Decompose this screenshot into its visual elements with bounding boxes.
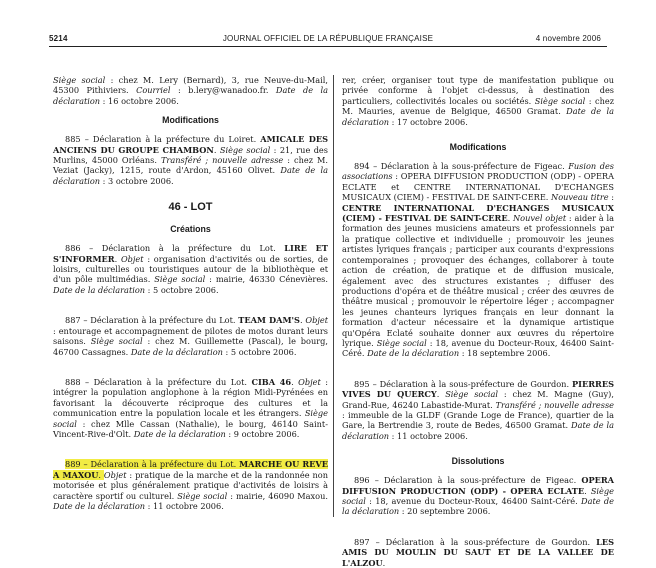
modifications-heading: Modifications	[162, 115, 219, 126]
entry-893-continuation: rer, créer, organiser tout type de manifestation publique ou privée conforme à l'objet ci-dessus, à destination des particuliers, collectivités locales ou sociétés. Siège social : chez M. Mauries, avenue de Belgique, 46500 Gramat. Date de la déclaration : 17 octobre 2006.	[342, 75, 615, 127]
entry-886-name: LIRE ET S'INFORMER	[53, 243, 328, 264]
header-rule	[49, 46, 607, 47]
left-column	[53, 75, 328, 511]
entry-889-name: MARCHE OU REVE A MAXOU	[53, 459, 328, 480]
entry-884-continuation: Siège social : chez M. Lery (Bernard), 3, rue Neuve-du-Mail, 45300 Pithiviers. Courriel : b.lery@wanadoo.fr. Date de la déclaration : 16 octobre 2006.	[53, 75, 328, 106]
column-divider	[333, 75, 334, 517]
entry-889: 889 – Déclaration à la préfecture du Lot. MARCHE OU REVE A MAXOU. Objet : pratique de la marche et de la randonnée non motorisée et plus généralement pratique d'activités de loisirs à caractère sportif ou culturel. Siège social : mairie, 46090 Maxou. Date de la déclaration : 11 octobre 2006.	[53, 459, 328, 511]
entry-887: 887 – Déclaration à la préfecture du Lot. TEAM DAM'S. Objet : entourage et accompagnement de pilotes de motos durant leurs saisons. Siège social : chez M. Guillemette (Pascal), le bourg, 46700 Cassagnes. Date de la déclaration : 5 octobre 2006.	[53, 315, 328, 357]
entry-897: 897 – Déclaration à la sous-préfecture de Gourdon. LES AMIS DU MOULIN DU SAUT ET DE LA VALLEE DE L'ALZOU.	[342, 536, 614, 568]
creations-heading: Créations	[170, 224, 211, 235]
entry-894-name: CENTRE INTERNATIONAL D'ECHANGES MUSICAUX (CIEM) - FESTIVAL DE SAINT-CERE	[342, 202, 614, 224]
entry-896-name: OPERA DIFFUSION PRODUCTION (ODP) - OPERA ECLATE	[342, 475, 614, 496]
entry-888: 888 – Déclaration à la préfecture du Lot. CIBA 46. Objet : intégrer la population anglophone à la région Midi-Pyrénées en favorisant la découverte réciproque des cultures et la communication entre la population locale et les étrangers. Siège social : chez Mlle Cassan (Nathalie), le bourg, 46140 Saint-Vincent-Rive-d'Olt. Date de la déclaration : 9 octobre 2006.	[53, 376, 328, 439]
entry-897-name: LES AMIS DU MOULIN DU SAUT ET DE LA VALLEE DE L'ALZOU	[342, 536, 614, 568]
right-column	[342, 75, 614, 568]
dissolutions-heading: Dissolutions	[451, 456, 505, 467]
issue-date: 4 novembre 2006	[535, 34, 601, 43]
entry-885: 885 – Déclaration à la préfecture du Loiret. AMICALE DES ANCIENS DU GROUPE CHAMBON. Siège social : 21, rue des Murlins, 45000 Orléans. Transféré ; nouvelle adresse : chez M. Veziat (Jacky), 1215, route d'Ardon, 45160 Olivet. Date de la déclaration : 3 octobre 2006.	[53, 134, 328, 186]
entry-887-name: TEAM DAM'S	[238, 315, 300, 326]
entry-896: 896 – Déclaration à la sous-préfecture de Figeac. OPERA DIFFUSION PRODUCTION (ODP) - OPERA ECLATE. Siège social : 18, avenue du Docteur-Roux, 46400 Saint-Céré. Date de la déclaration : 20 septembre 2006.	[342, 475, 614, 517]
entry-895: 895 – Déclaration à la sous-préfecture de Gourdon. PIERRES VIVES DU QUERCY. Siège social : chez M. Magne (Guy), Grand-Rue, 46240 Labastide-Murat. Transféré ; nouvelle adresse : immeuble de la GLDF (Grande Loge de France), quartier de la Gare, la Bertrendie 3, route de Bedes, 46500 Gramat. Date de la déclaration : 11 octobre 2006.	[342, 378, 615, 441]
journal-title: JOURNAL OFFICIEL DE LA RÉPUBLIQUE FRANÇAISE	[222, 34, 434, 43]
entry-888-name: CIBA 46	[251, 376, 292, 387]
entry-895-name: PIERRES VIVES DU QUERCY	[342, 378, 614, 400]
entry-894: 894 – Déclaration à la sous-préfecture de Figeac. Fusion des associations : OPERA DIFFUSION PRODUCTION (ODP) - OPERA ECLATE et CENTRE INTERNATIONAL D'ECHANGES MUSICAUX (CIEM) - FESTIVAL DE SAINT-CERE. Nouveau titre : CENTRE INTERNATIONAL D'ECHANGES MUSICAUX (CIEM) - FESTIVAL DE SAINT-CERE. Nouvel objet : aider à la formation des jeunes musiciens amateurs et professionnels par la pratique collective et individuelle ; promouvoir les jeunes artistes lyriques français ; participer aux courants d'expressions contemporaines ; provoquer des échanges, collaborer à toute action de création, de pratique et de diffusion musicale, également avec des structures existantes ; diffuser des productions d'opéra et de théâtre musical ; créer des œuvres de théâtre musical ; promouvoir le répertoire léger ; accompagner les jeunes chanteurs lyriques français en leur donnant la formation d'acteur nécessaire et la dynamique artistique qu'Opéra Eclaté souhaite donner aux œuvres du répertoire lyrique. Siège social : 18, avenue du Docteur-Roux, 46400 Saint-Céré. Date de la déclaration : 18 septembre 2006.	[342, 161, 615, 359]
department-heading: 46 - LOT	[168, 201, 213, 214]
modifications-heading-right: Modifications	[449, 142, 507, 153]
page-header	[0, 28, 656, 42]
entry-886: 886 – Déclaration à la préfecture du Lot. LIRE ET S'INFORMER. Objet : organisation d'activités ou de sorties, de loisirs, culturelles ou touristiques autour de la bibliothèque et d'un pôle multimédias. Siège social : mairie, 46330 Cénevières. Date de la déclaration : 5 octobre 2006.	[53, 243, 328, 295]
highlighted-text: 889 – Déclaration à la préfecture du Lot. MARCHE OU REVE A MAXOU.	[53, 459, 328, 480]
page-number: 5214	[49, 34, 68, 43]
entry-885-name: AMICALE DES ANCIENS DU GROUPE CHAMBON	[53, 134, 328, 155]
